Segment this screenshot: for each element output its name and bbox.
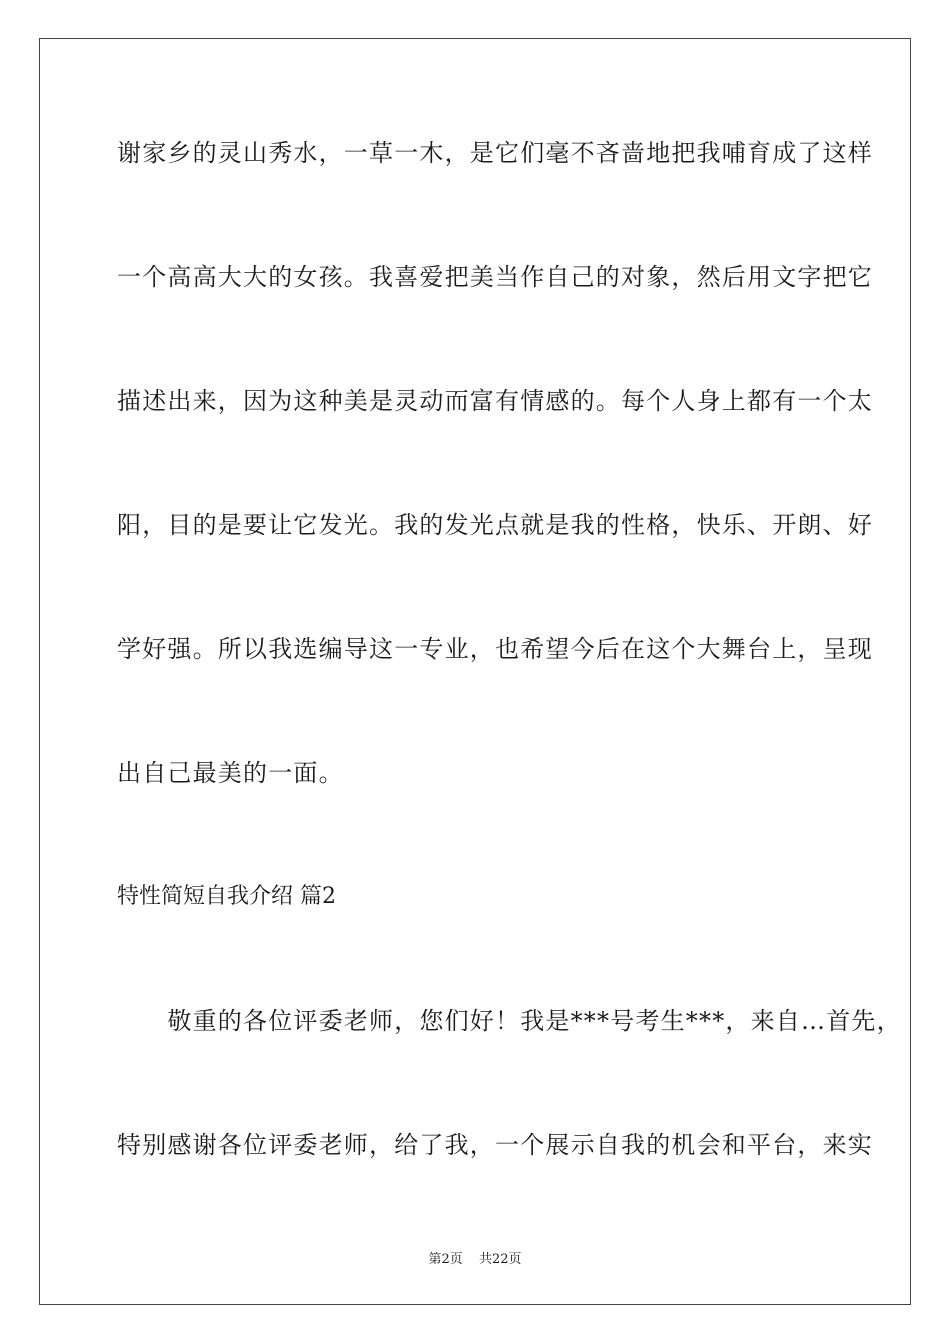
section-heading: 特性简短自我介绍 篇2: [117, 884, 336, 909]
page-footer: [0, 1248, 950, 1267]
total-pages: 共22页: [478, 1252, 522, 1267]
body-text-line: 描述出来，因为这种美是灵动而富有情感的。每个人身上都有一个太: [117, 387, 873, 415]
body-text-line: 敬重的各位评委老师，您们好！我是***号考生***，来自…首先，: [117, 1007, 902, 1035]
page-border: [39, 38, 911, 1305]
body-text-line: 谢家乡的灵山秀水，一草一木，是它们毫不吝啬地把我哺育成了这样: [117, 139, 873, 167]
body-text-line: 学好强。所以我选编导这一专业，也希望今后在这个大舞台上，呈现: [117, 635, 873, 663]
body-text-line: 特别感谢各位评委老师，给了我，一个展示自我的机会和平台，来实: [117, 1131, 873, 1159]
body-text-line: 一个高高大大的女孩。我喜爱把美当作自己的对象，然后用文字把它: [117, 263, 873, 291]
body-text-line: 阳，目的是要让它发光。我的发光点就是我的性格，快乐、开朗、好: [117, 511, 873, 539]
page-number: 第2页: [428, 1252, 463, 1267]
body-text-line: 出自己最美的一面。: [117, 759, 344, 787]
